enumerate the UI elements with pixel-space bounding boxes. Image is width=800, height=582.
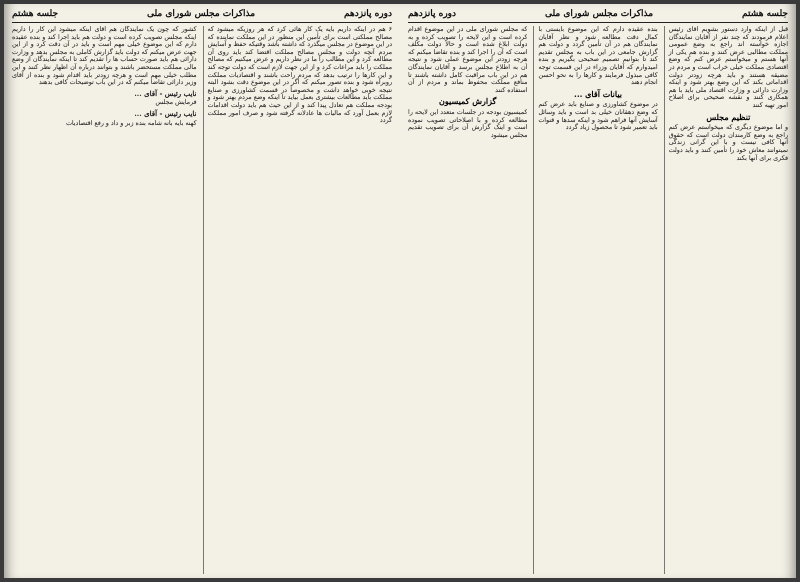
section-heading: بیانات آقای ...	[574, 88, 622, 99]
text-column	[408, 26, 527, 574]
text-columns	[408, 26, 788, 574]
left-page	[400, 4, 796, 578]
header-title: مذاکرات مجلس شورای ملی	[146, 9, 256, 19]
page-header	[408, 8, 788, 23]
section-heading: گزارش کمیسیون	[439, 96, 497, 107]
paragraph: که مجلس شورای ملی در این موضوع اقدام کرده است و این لایحه را تصویب کرده و به دولت ابلاغ شده است و حالا دولت مکلف است که آن را اجرا کند و بنده تقاضا میکنم که هرچه زودتر این موضوع عملی شود و نتیجه آن به اطلاع مجلس برسد و آقایان نمایندگان هم در این باب مراقبت کامل داشته باشند تا منافع مملکت محفوظ بماند و مردم از آن استفاده کنند	[408, 26, 528, 94]
text-column	[664, 26, 788, 574]
paragraph: فرمایش مجلس	[155, 99, 197, 107]
speaker-line: نایب رئیس - آقای ...	[134, 88, 197, 98]
page-header	[12, 8, 392, 23]
header-session: جلسه هشتم	[741, 9, 788, 19]
paragraph: ۶ هم در اینکه داریم بایه یک کار هائی کرد که هر روزیکه میشود که مصالح مملکتی است برای تأمین این منظور در این مملکت نماینده که در این موضوع در مجلس میگذرد که داشته باشد وقتیکه حفظ و آسایش مردم آنچه دولت و مجلس مصالح مملکت اقتضا کند باید روی آن مطالعه کرد و این مطالب را ما در نظر داریم و عرض میکنیم که مصالح مملکت را باید مراعات کرد و از این جهت لازم است که دولت توجه کند و این کارها را ترتیب بدهد که مردم راحت باشند و اقتصادیات مملکت روبراه شود و بنده تصور میکنم که اگر در این موضوع دقت بشود البته نتیجه خوبی خواهد داشت و مخصوصاً در قسمت کشاورزی و صنایع مملکت باید مطالعات بیشتری بعمل بیاید تا اینکه وضع مردم بهتر شود و بودجه مملکت هم تعادل پیدا کند و از این حیث هم باید دولت اقدامات لازم بعمل آورد که مالیات ها عادلانه گرفته شود و صرف امور مملکت گردد	[207, 26, 392, 125]
paragraph: در موضوع کشاورزی و صنایع باید عرض کنم که وضع دهقانان خیلی بد است و باید وسائل آسایش آنها فراهم شود و اینکه سدها و قنوات باید تعمیر شود تا محصول زیاد گردد	[538, 101, 658, 132]
header-session: دوره پانزدهم	[343, 9, 392, 19]
speaker-line: نایب رئیس - آقای ...	[134, 108, 197, 118]
paragraph: بنده عقیده دارم که این موضوع بایستی با کمال دقت مطالعه شود و نظر آقایان نمایندگان هم در آن تأمین گردد و دولت هم گزارش جامعی در این باب به مجلس تقدیم کند تا بتوانیم تصمیم صحیحی بگیریم و بنده امیدوارم که آقایان وزراء در این قسمت توجه کافی مبذول فرمایند و کارها را به نحو احسن انجام دهند	[538, 26, 658, 87]
text-column	[203, 26, 393, 574]
header-period: جلسه هشتم	[12, 9, 59, 19]
paragraph: و اما موضوع دیگری که میخواستم عرض کنم راجع به وضع کارمندان دولت است که حقوق آنها کافی نیست و با این گرانی زندگی نمیتوانند معاش خود را تأمین کنند و باید دولت فکری برای آنها بکند	[668, 124, 788, 162]
header-title: مذاکرات مجلس شورای ملی	[544, 9, 654, 19]
text-columns	[12, 26, 392, 574]
text-column	[12, 26, 197, 574]
paragraph: قبل از اینکه وارد دستور بشویم آقای رئیس اعلام فرمودند که چند نفر از آقایان نمایندگان اجازه خواسته اند راجع به وضع عمومی مملکت مطالبی عرض کنند و بنده هم یکی از آنها هستم و میخواستم عرض کنم که وضع اقتصادی مملکت خیلی خراب است و مردم در مضیقه هستند و باید هرچه زودتر دولت اقداماتی بکند که این وضع بهتر شود و اینکه وزارت دارائی و وزارت اقتصاد ملی باید با هم همکاری کنند و نقشه صحیحی برای اصلاح امور تهیه کنند	[668, 26, 788, 109]
section-heading: تنظیم مجلس	[706, 111, 751, 122]
paragraph: کهنه بایه بانه شامه بنده زبر و داد و رفع اقتصادیات	[65, 119, 197, 127]
document-spread	[4, 4, 796, 578]
paragraph: کمیسیون بودجه در جلسات متعدد این لایحه را مطالعه کرده و با اصلاحاتی تصویب نموده است و اینک گزارش آن برای تصویب تقدیم مجلس میشود	[408, 108, 528, 139]
right-page	[4, 4, 400, 578]
text-column	[533, 26, 657, 574]
paragraph: کشور که چون یک نمایندگان هم آقای اینکه میشود این کار را داریم اینکه مجلس تصویب کرده است و دولت هم باید اجرا کند و بنده عقیده دارم که این موضوع خیلی مهم است و باید در آن دقت کرد و از این جهت عرض میکنم که دولت باید گزارش کاملی به مجلس بدهد و وزارت دارائی هم باید صورت حساب ها را تقدیم کند تا اینکه نمایندگان از وضع مالی مملکت مستحضر باشند و بتوانند درباره آن اظهار نظر کنند و این مطلب خیلی مهم است و هرچه زودتر باید اقدام شود و بنده از آقای وزیر دارائی تقاضا میکنم که در این باب توضیحات کافی بدهند	[12, 26, 197, 87]
header-period: دوره پانزدهم	[408, 9, 457, 19]
